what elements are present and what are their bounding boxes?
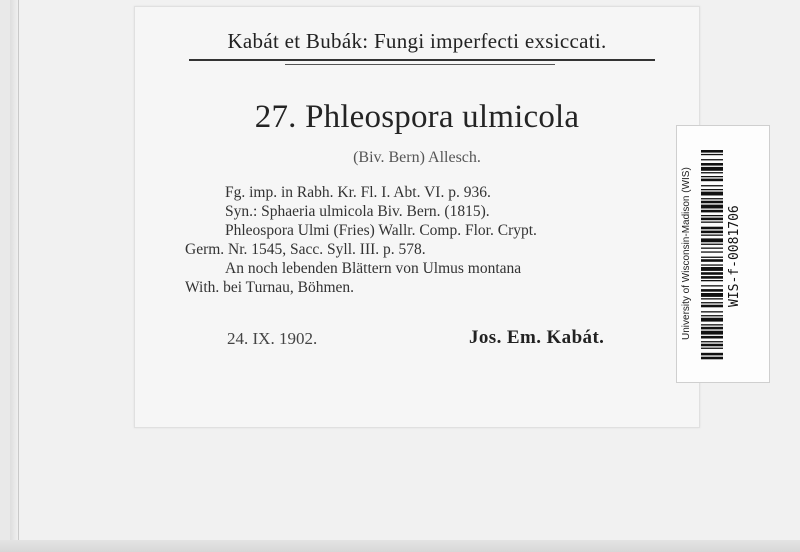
barcode-stripe (701, 341, 723, 342)
barcode-stripe (701, 205, 723, 209)
barcode-bars (701, 150, 723, 360)
barcode-stripe (701, 248, 723, 249)
barcode-stripe (701, 172, 723, 173)
title-rule-top (189, 59, 655, 61)
barcode-stripe (701, 198, 723, 199)
barcode-stripe (701, 227, 723, 230)
barcode-stripe (701, 357, 723, 360)
barcode-stripe (701, 336, 723, 339)
label-body (185, 183, 665, 297)
barcode-stripe (701, 244, 723, 245)
barcode-stripe (701, 163, 723, 166)
barcode-stripe (701, 179, 723, 182)
barcode-stripe (701, 259, 723, 262)
specimen-label (134, 6, 700, 428)
barcode-stripe (701, 289, 723, 292)
series-title: Kabát et Bubák: Fungi imperfecti exsiccati. (227, 29, 607, 53)
barcode-stripe (701, 192, 723, 196)
barcode-stripe (701, 167, 723, 171)
barcode-stripe (701, 235, 723, 236)
barcode-stripe (701, 257, 723, 258)
label-line-locality: With. bei Turnau, Böhmen. (185, 279, 355, 296)
barcode-stripe (701, 302, 723, 303)
barcode-stripe (701, 218, 723, 221)
label-line-synonym: Syn.: Sphaeria ulmicola Biv. Bern. (1815). (225, 203, 490, 220)
barcode-stripe (701, 311, 723, 312)
barcode-stripe (701, 251, 723, 252)
species-authority: (Biv. Bern) Allesch. (353, 149, 481, 166)
barcode-stripe (701, 267, 723, 271)
barcode-stripe (701, 348, 723, 349)
barcode-stripe (701, 318, 723, 322)
barcode-stripe (701, 353, 723, 356)
barcode-stripe (701, 189, 723, 190)
barcode-stripe (701, 238, 723, 242)
label-line-synonym-2-cont: Germ. Nr. 1545, Sacc. Syll. III. p. 578. (185, 241, 426, 258)
barcode-stripe (701, 276, 723, 279)
barcode-id: WIS-f-0081706 (727, 205, 742, 307)
barcode-stripe (701, 331, 723, 335)
barcode-stripe (701, 305, 723, 308)
barcode-label (676, 125, 770, 383)
sheet-bottom-edge (0, 540, 800, 552)
barcode-stripe (701, 154, 723, 155)
barcode-stripe (701, 264, 723, 265)
collector-name: Jos. Em. Kabát. (469, 327, 605, 348)
barcode-stripe (701, 298, 723, 299)
barcode-institution: University of Wisconsin-Madison (WIS) (681, 167, 692, 341)
species-name: 27. Phleospora ulmicola (254, 99, 580, 135)
barcode-stripe (701, 344, 723, 347)
barcode-stripe (701, 315, 723, 316)
barcode-stripe (701, 150, 723, 153)
barcode-stripe (701, 293, 723, 297)
barcode-stripe (701, 231, 723, 234)
barcode-stripe (701, 272, 723, 275)
label-line-habitat: An noch lebenden Blättern von Ulmus montana (225, 260, 522, 277)
barcode-stripe (701, 159, 723, 160)
barcode-stripe (701, 280, 723, 281)
barcode-stripe (701, 210, 723, 213)
barcode-stripe (701, 285, 723, 286)
sheet-edge (10, 0, 18, 552)
barcode-stripe (701, 215, 723, 216)
collection-date: 24. IX. 1902. (227, 329, 318, 348)
barcode-stripe (701, 324, 723, 325)
barcode-stripe (701, 176, 723, 177)
barcode-stripe (701, 222, 723, 223)
barcode-stripe (701, 185, 723, 186)
barcode-stripe (701, 201, 723, 204)
label-line-synonym-2: Phleospora Ulmi (Fries) Wallr. Comp. Flor. Crypt. (225, 222, 537, 239)
barcode-stripe (701, 327, 723, 330)
label-line-reference: Fg. imp. in Rabh. Kr. Fl. I. Abt. VI. p. 936. (225, 184, 491, 201)
title-rule-bottom (285, 64, 555, 65)
